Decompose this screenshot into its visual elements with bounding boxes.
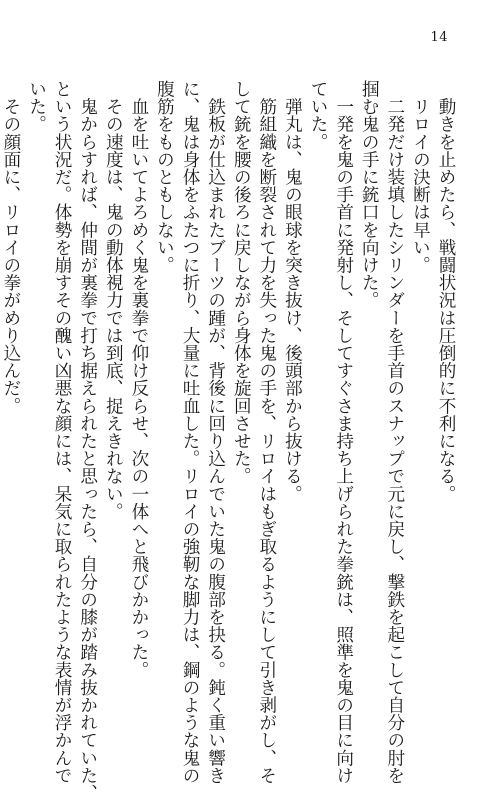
text-line: 腹筋をものともしない。 — [154, 80, 175, 274]
text-line: リロイの決断は早い。 — [410, 80, 431, 274]
page-number: 14 — [430, 30, 448, 45]
text-line: いた。 — [26, 80, 47, 133]
text-line: 鬼からすれば、仲間が裏拳で打ち据えられたと思ったら、自分の膝が踏み抜かれていた、 — [77, 80, 98, 802]
text-line: その速度は、鬼の動体視力では到底、捉えきれない。 — [103, 80, 124, 520]
text-line: ていた。 — [308, 80, 329, 151]
text-line: に、鬼は身体をふたつに折り、大量に吐血した。リロイの強靭な脚力は、鋼のような鬼の — [180, 80, 201, 784]
text-line: 二発だけ装填したシリンダーを手首のスナップで元に戻し、撃鉄を起こして自分の肘を — [384, 80, 405, 784]
text-line: 鉄板が仕込まれたブーツの踵が、背後に回り込んでいた鬼の腹部を抉る。鈍く重い響き — [205, 80, 226, 784]
text-line: 筋組織を断裂されて力を失った鬼の手を、リロイはもぎ取るようにして引き剥がし、そ — [256, 80, 277, 784]
text-line: その顔面に、リロイの拳がめり込んだ。 — [0, 80, 21, 415]
vertical-text-body — [0, 80, 458, 802]
text-line: 弾丸は、鬼の眼球を突き抜け、後頭部から抜ける。 — [282, 80, 303, 503]
text-line: 掴む鬼の手に銃口を向けた。 — [359, 80, 380, 309]
text-line: 血を吐いてよろめく鬼を裏拳で仰け反らせ、次の一体へと飛びかかった。 — [128, 80, 149, 679]
text-line: 動きを止めたら、戦闘状況は圧倒的に不利になる。 — [436, 80, 456, 503]
text-line: 一発を鬼の手首に発射し、そしてすぐさま持ち上げられた拳銃は、照準を鬼の目に向け — [333, 80, 354, 784]
text-line: して銃を腰の後ろに戻しながら身体を旋回させた。 — [231, 80, 252, 485]
text-line: という状況だ。体勢を崩すその醜い凶悪な顔には、呆気に取られたような表情が浮かんで — [52, 80, 73, 784]
